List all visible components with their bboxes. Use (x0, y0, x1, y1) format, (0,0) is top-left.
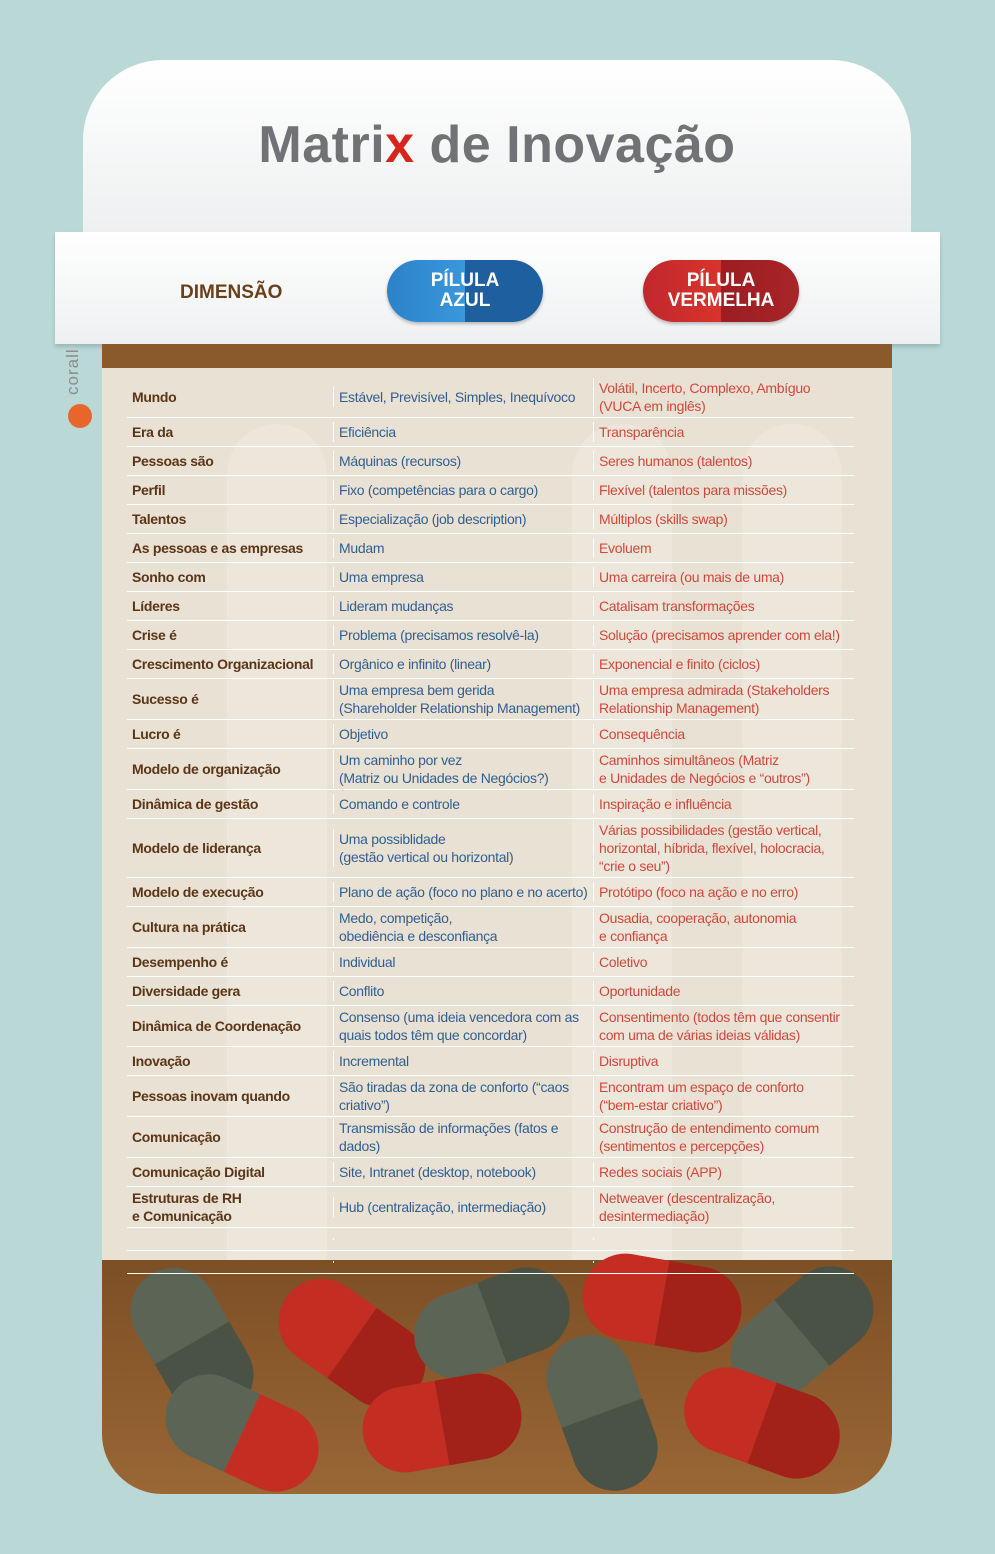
jar-neck (102, 344, 892, 368)
table-row (127, 592, 854, 621)
dimension-cell: Modelo de execução (132, 884, 264, 900)
table-row (127, 1187, 854, 1228)
red-pill-cell: Inspiração e influência (593, 794, 851, 814)
table-row (127, 447, 854, 476)
red-pill-cell: Consequência (593, 724, 851, 744)
dimension-cell: Dinâmica de Coordenação (132, 1018, 301, 1034)
red-pill-cell: Encontram um espaço de conforto (“bem-estar criativo”) (593, 1077, 851, 1115)
blue-pill-cell: Transmissão de informações (fatos e dados) (333, 1118, 593, 1156)
table-row (127, 1158, 854, 1187)
dimension-cell: Pessoas inovam quando (132, 1088, 290, 1104)
table-row (127, 505, 854, 534)
red-pill-cell: Redes sociais (APP) (593, 1162, 851, 1182)
blue-pill-cell: Uma possiblidade (gestão vertical ou horizontal) (333, 829, 593, 867)
blue-pill-cell: Lideram mudanças (333, 596, 593, 616)
red-pill-cell: Netweaver (descentralização, desintermediação) (593, 1188, 851, 1226)
table-row (127, 749, 854, 790)
dimension-cell: Dinâmica de gestão (132, 796, 259, 812)
blue-pill-cell: Mudam (333, 538, 593, 558)
red-pill-cell: Exponencial e finito (ciclos) (593, 654, 851, 674)
dimension-cell: Era da (132, 424, 173, 440)
red-pill-cell: Disruptiva (593, 1051, 851, 1071)
red-pill-cell: Evoluem (593, 538, 851, 558)
capsule-grey (534, 1323, 670, 1494)
blue-pill-cell (333, 1238, 593, 1240)
dimension-cell: Perfil (132, 482, 166, 498)
corall-logo-text: corall (63, 348, 82, 395)
dimension-cell: Líderes (132, 598, 180, 614)
page-title: Matrix de Inovação (258, 116, 736, 174)
dimension-cell: Inovação (132, 1053, 191, 1069)
blue-pill-cell: Estável, Previsível, Simples, Inequívoco (333, 387, 593, 407)
blue-pill-cell: Máquinas (recursos) (333, 451, 593, 471)
table-row (127, 418, 854, 447)
red-pill-cell (593, 1261, 851, 1263)
red-pill-cell: Protótipo (foco na ação e no erro) (593, 882, 851, 902)
blue-pill-cell: Orgânico e infinito (linear) (333, 654, 593, 674)
innovation-matrix-table (127, 377, 854, 1274)
red-pill-cell: Transparência (593, 422, 851, 442)
blue-pill-cell: São tiradas da zona de conforto (“caos criativo”) (333, 1077, 593, 1115)
blue-pill-cell: Eficiência (333, 422, 593, 442)
table-row (127, 563, 854, 592)
table-row (127, 720, 854, 749)
red-pill-cell: Flexível (talentos para missões) (593, 480, 851, 500)
table-row (127, 1047, 854, 1076)
blue-pill-cell (333, 1261, 593, 1263)
red-pill-cell: Oportunidade (593, 981, 851, 1001)
table-row (127, 534, 854, 563)
red-pill-cell: Volátil, Incerto, Complexo, Ambíguo (VUCA em inglês) (593, 378, 851, 416)
blue-pill-cell: Comando e controle (333, 794, 593, 814)
red-pill-cell: Seres humanos (talentos) (593, 451, 851, 471)
dimension-cell: Sonho com (132, 569, 206, 585)
dimension-cell: Modelo de liderança (132, 840, 261, 856)
table-row (127, 1076, 854, 1117)
coral-icon (68, 404, 92, 428)
blue-pill-cell: Especialização (job description) (333, 509, 593, 529)
table-row (127, 1006, 854, 1047)
dimension-cell: Modelo de organização (132, 761, 281, 777)
blue-pill-cell: Uma empresa (333, 567, 593, 587)
blue-pill-cell: Site, Intranet (desktop, notebook) (333, 1162, 593, 1182)
dimension-cell: Estruturas de RH e Comunicação (132, 1190, 242, 1224)
table-row (127, 1228, 854, 1251)
blue-pill-cell: Consenso (uma ideia vencedora com as quais todos têm que concordar) (333, 1007, 593, 1045)
dimension-cell: Sucesso é (132, 691, 199, 707)
dimension-cell: Desempenho é (132, 954, 228, 970)
table-row (127, 878, 854, 907)
blue-pill-cell: Problema (precisamos resolvê-la) (333, 625, 593, 645)
red-pill-cell: Construção de entendimento comum (sentimentos e percepções) (593, 1118, 851, 1156)
dimension-cell: Talentos (132, 511, 187, 527)
table-row (127, 679, 854, 720)
red-pill-cell: Uma empresa admirada (Stakeholders Relationship Management) (593, 680, 851, 718)
dimension-cell (127, 1261, 333, 1263)
red-pill-cell: Várias possibilidades (gestão vertical, horizontal, híbrida, flexível, holocracia, “crie o seu”) (593, 820, 851, 876)
title-x-letter: x (385, 116, 415, 174)
red-pill-cell: Ousadia, cooperação, autonomia e confiança (593, 908, 851, 946)
table-row (127, 377, 854, 418)
blue-pill-cell: Individual (333, 952, 593, 972)
blue-pill-cell: Conflito (333, 981, 593, 1001)
dimension-cell: Diversidade gera (132, 983, 241, 999)
table-row (127, 907, 854, 948)
dimension-cell: Comunicação (132, 1129, 221, 1145)
blue-pill-cell: Fixo (competências para o cargo) (333, 480, 593, 500)
dimension-cell: As pessoas e as empresas (132, 540, 304, 556)
blue-pill-header: PÍLULA AZUL (387, 260, 543, 322)
table-row (127, 819, 854, 878)
table-row (127, 1251, 854, 1274)
dimension-cell: Crescimento Organizacional (132, 656, 314, 672)
dimension-header: DIMENSÃO (180, 282, 283, 303)
dimension-cell: Crise é (132, 627, 177, 643)
red-pill-cell: Solução (precisamos aprender com ela!) (593, 625, 851, 645)
table-row (127, 1117, 854, 1158)
table-row (127, 650, 854, 679)
dimension-cell: Lucro é (132, 726, 181, 742)
dimension-cell: Cultura na prática (132, 919, 246, 935)
red-pill-cell: Uma carreira (ou mais de uma) (593, 567, 851, 587)
blue-pill-cell: Objetivo (333, 724, 593, 744)
blue-pill-cell: Hub (centralização, intermediação) (333, 1197, 593, 1217)
blue-pill-cell: Plano de ação (foco no plano e no acerto) (333, 882, 593, 902)
blue-pill-cell: Medo, competição, obediência e desconfiança (333, 908, 593, 946)
table-row (127, 948, 854, 977)
red-pill-cell: Caminhos simultâneos (Matriz e Unidades de Negócios e “outros”) (593, 750, 851, 788)
blue-pill-cell: Um caminho por vez (Matriz ou Unidades de Negócios?) (333, 750, 593, 788)
table-row (127, 621, 854, 650)
red-pill-cell: Consentimento (todos têm que consentir com uma de várias ideias válidas) (593, 1007, 851, 1045)
blue-pill-cell: Incremental (333, 1051, 593, 1071)
table-row (127, 790, 854, 819)
table-row (127, 977, 854, 1006)
blue-pill-cell: Uma empresa bem gerida (Shareholder Relationship Management) (333, 680, 593, 718)
dimension-cell: Comunicação Digital (132, 1164, 265, 1180)
red-pill-cell: Catalisam transformações (593, 596, 851, 616)
dimension-cell (127, 1238, 333, 1240)
red-pill-cell (593, 1238, 851, 1240)
dimension-cell: Mundo (132, 389, 177, 405)
table-row (127, 476, 854, 505)
pill-pile (102, 1260, 892, 1494)
red-pill-cell: Coletivo (593, 952, 851, 972)
dimension-cell: Pessoas são (132, 453, 214, 469)
red-pill-cell: Múltiplos (skills swap) (593, 509, 851, 529)
red-pill-header: PÍLULA VERMELHA (643, 260, 799, 322)
